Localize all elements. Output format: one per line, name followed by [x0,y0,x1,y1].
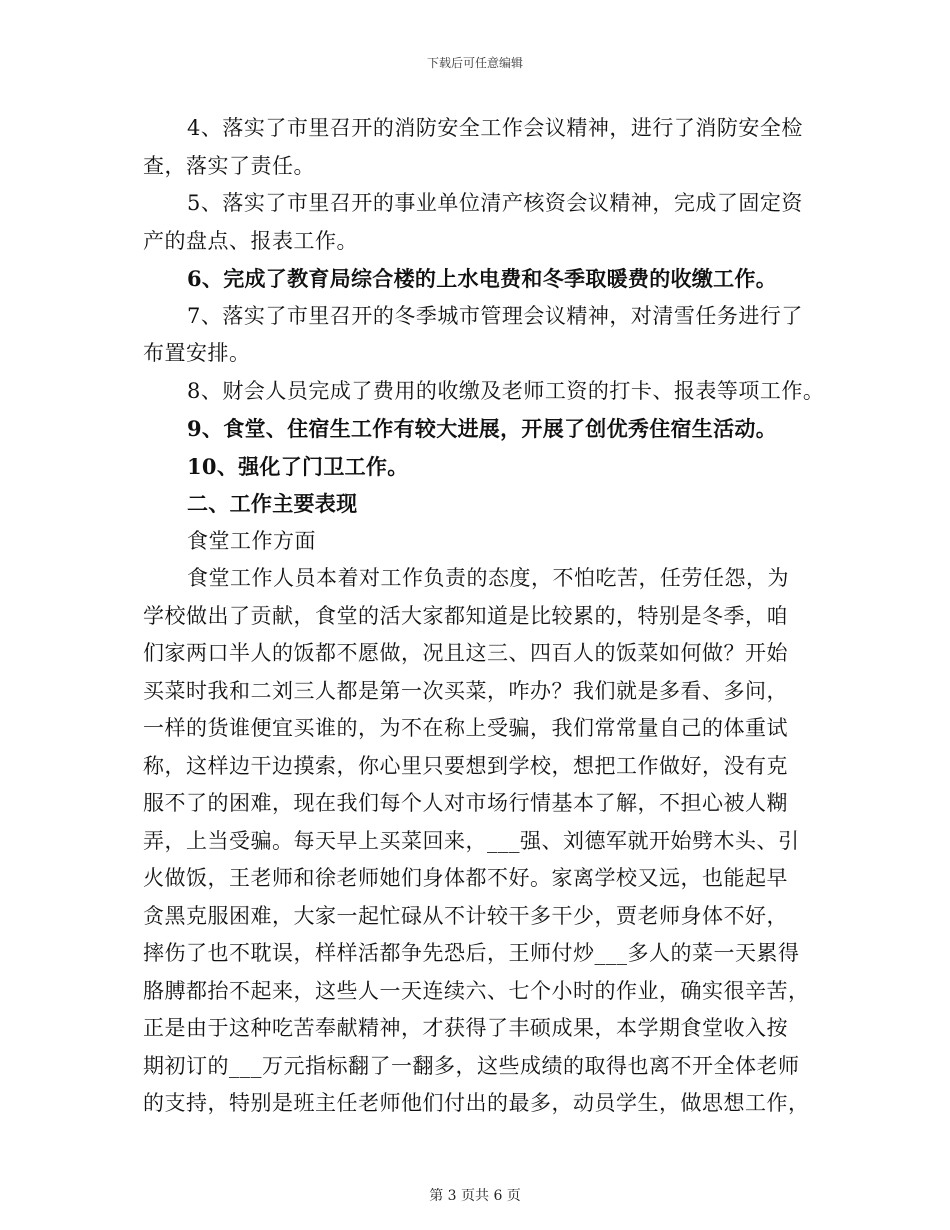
text-line: 布置安排。 [143,341,251,365]
page-footer: 第 3 页共 6 页 [429,1188,521,1204]
text-line: 9、食堂、住宿生工作有较大进展，开展了创优秀住宿生活动。 [187,416,778,441]
text-line: 二、工作主要表现 [187,491,358,516]
text-line: 们家两口半人的饭都不愿做，况且这三、四百人的饭菜如何做？开始 [143,641,788,665]
document-body [143,110,823,1123]
text-line: 正是由于这种吃苦奉献精神，才获得了丰硕成果，本学期食堂收入按 [143,1016,788,1040]
text-line: 产的盘点、报表工作。 [143,228,358,253]
page-header: 下载后可任意编辑 [426,56,523,70]
text-line: 食堂工作人员本着对工作负责的态度，不怕吃苦，任劳任怨，为 [187,566,789,590]
text-line: 服不了的困难，现在我们每个人对市场行情基本了解，不担心被人糊 [143,791,788,815]
text-line: 食堂工作方面 [187,528,316,553]
text-line: 8、财会人员完成了费用的收缴及老师工资的打卡、报表等项工作。 [187,378,825,403]
text-line: 一样的货谁便宜买谁的，为不在称上受骗，我们常常量自己的体重试 [143,716,788,740]
text-line: 摔伤了也不耽误，样样活都争先恐后，王师付炒___多人的菜一天累得 [143,941,800,965]
text-line: 弄，上当受骗。每天早上买菜回来，___强、刘德军就开始劈木头、引 [143,828,800,853]
text-line: 4、落实了市里召开的消防安全工作会议精神，进行了消防安全检 [187,116,803,140]
text-line: 6、完成了教育局综合楼的上水电费和冬季取暖费的收缴工作。 [187,266,778,291]
text-line: 的支持，特别是班主任老师他们付出的最多，动员学生，做思想工作， [143,1091,810,1115]
text-line: 10、强化了门卫工作。 [187,453,409,479]
text-line: 称，这样边干边摸索，你心里只要想到学校，想把工作做好，没有克 [143,753,788,778]
text-line: 7、落实了市里召开的冬季城市管理会议精神，对清雪任务进行了 [187,303,803,328]
text-line: 查，落实了责任。 [143,153,315,178]
text-line: 学校做出了贡献，食堂的活大家都知道是比较累的，特别是冬季，咱 [143,603,788,628]
text-line: 5、落实了市里召开的事业单位清产核资会议精神，完成了固定资 [187,191,803,215]
text-line: 火做饭，王老师和徐老师她们身体都不好。家离学校又远，也能起早 [143,866,788,890]
text-line: 期初订的___万元指标翻了一翻多，这些成绩的取得也离不开全体老师 [143,1053,800,1078]
text-line: 贪黑克服困难，大家一起忙碌从不计较干多干少，贾老师身体不好， [143,903,788,928]
text-line: 胳膊都抬不起来，这些人一天连续六、七个小时的作业，确实很辛苦， [143,978,810,1003]
text-line: 买菜时我和二刘三人都是第一次买菜，咋办？我们就是多看、多问， [143,678,788,703]
